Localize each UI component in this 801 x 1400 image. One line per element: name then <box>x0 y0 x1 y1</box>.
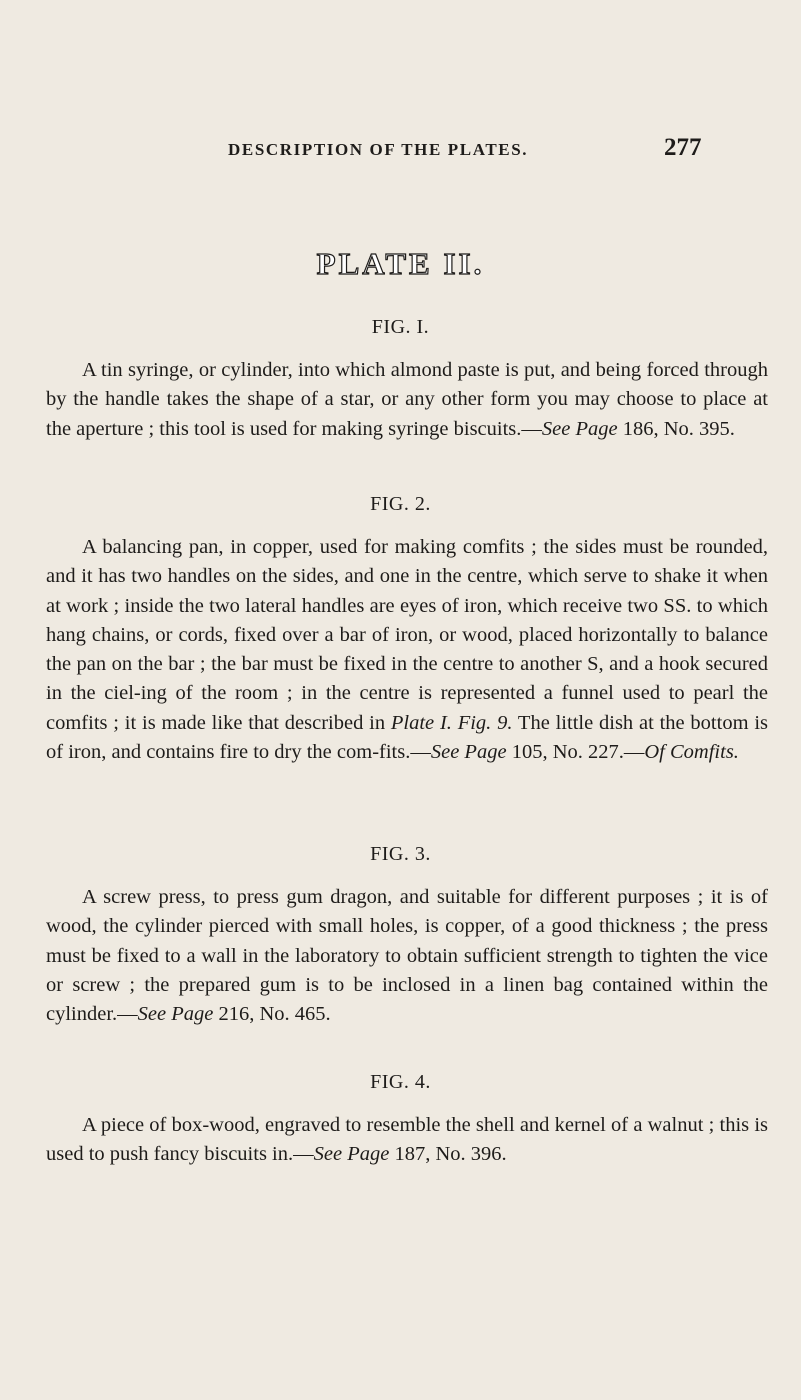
fig-2-ref-italic: See Page <box>430 741 507 764</box>
fig-3-description <box>46 883 768 1029</box>
fig-2-heading: FIG. 2. <box>370 493 431 515</box>
running-head <box>0 134 801 164</box>
running-head-title: DESCRIPTION OF THE PLATES. <box>228 140 529 159</box>
fig-3-heading: FIG. 3. <box>370 843 431 865</box>
plate-title: PLATE II. <box>316 246 485 281</box>
fig-4-heading: FIG. 4. <box>370 1071 431 1093</box>
fig-4-ref-tail: 187, No. 396. <box>389 1143 507 1166</box>
fig-4-description <box>46 1111 768 1170</box>
fig-3-ref-tail: 216, No. 465. <box>213 1003 331 1026</box>
fig-1-ref-tail: 186, No. 395. <box>617 417 735 440</box>
fig-2-text: A balancing pan, in copper, used for making comfits ; the sides must be rounded, and it has two handles on the sides, and one in the centre, which serve to shake it when at work ; inside the two lateral handles are eyes of iron, which receive two SS. to which hang chains, or cords, fixed over a bar of iron, or wood, placed horizontally to balance the pan on the bar ; the bar must be fixed in the centre to another S, and a hook secured in the ciel-ing of the room ; in the centre is represented a funnel used to pearl the comfits ; it is made like that described in <box>46 536 768 734</box>
fig-3-ref-italic: See Page <box>137 1003 214 1026</box>
fig-2-mid-text: The little dish at the bottom is of iron, and contains fire to dry the com-fits.— <box>46 711 768 764</box>
fig-2-mid-italic: Plate I. Fig. 9. <box>390 711 513 734</box>
fig-2-ref-italic-2: Of Comfits. <box>644 741 739 764</box>
fig-3-text: A screw press, to press gum dragon, and suitable for different purposes ; it is of wood, the cylinder pierced with small holes, is copper, of a good thickness ; the press must be fixed to a wall in the laboratory to obtain sufficient strength to tighten the vice or screw ; the prepared gum is to be inclosed in a linen bag contained within the cylinder.— <box>46 886 768 1026</box>
fig-1-description <box>46 356 768 444</box>
page-number: 277 <box>664 134 702 161</box>
fig-1-ref-italic: See Page <box>541 417 618 440</box>
fig-4-ref-italic: See Page <box>313 1143 390 1166</box>
fig-1-heading: FIG. I. <box>371 316 430 338</box>
fig-1-text: A tin syringe, or cylinder, into which almond paste is put, and being forced through by the handle takes the shape of a star, or any other form you may choose to place at the aperture ; this tool is used for making syringe biscuits.— <box>46 359 768 440</box>
fig-2-description <box>46 533 768 767</box>
fig-4-text: A piece of box-wood, engraved to resemble the shell and kernel of a walnut ; this is used to push fancy biscuits in.— <box>46 1114 768 1166</box>
fig-2-ref-tail: 105, No. 227.— <box>506 741 645 764</box>
